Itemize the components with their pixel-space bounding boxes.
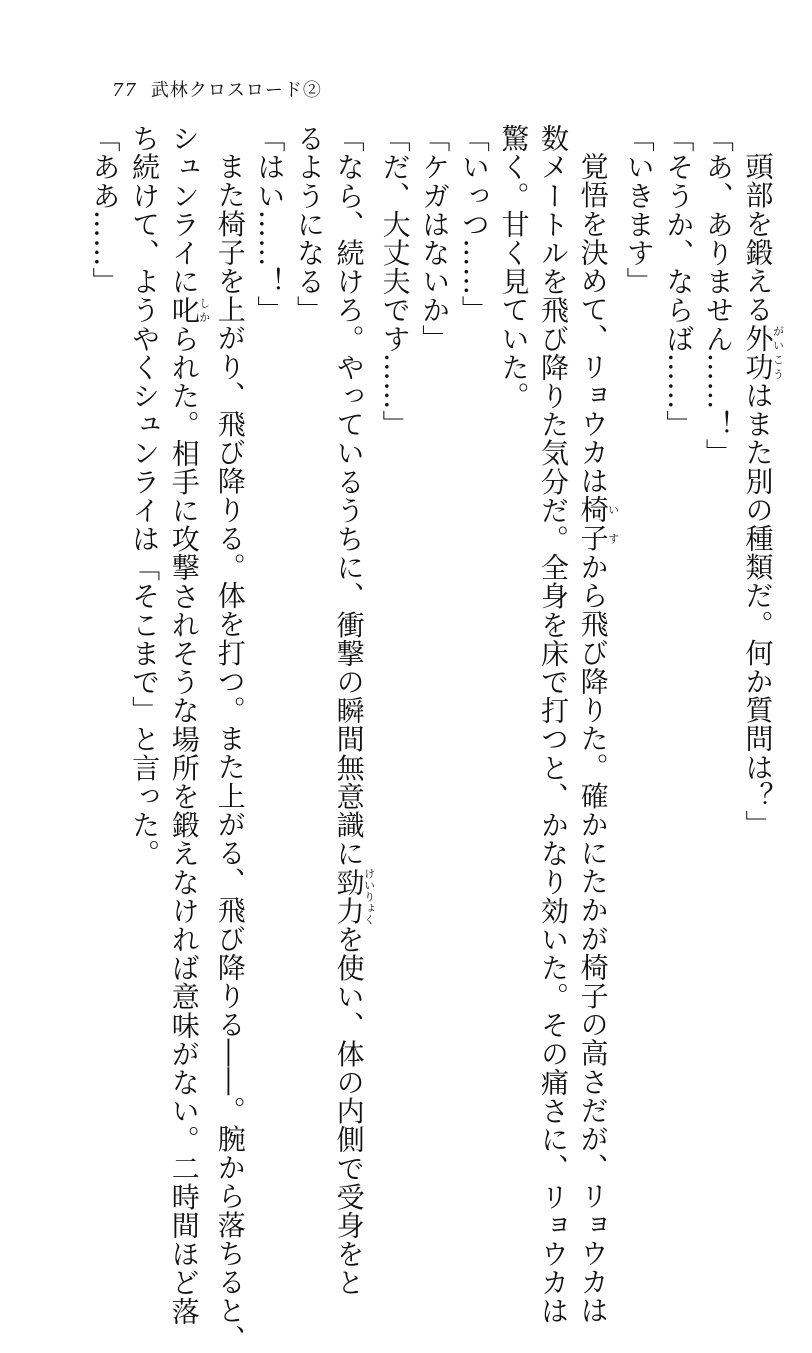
ruby-gaikou: 外功がいこう <box>741 323 785 381</box>
vertical-body-text <box>85 124 785 1353</box>
text-line-13: 「はい……！」 <box>253 124 287 325</box>
text-line-2: 「あ、ありません……！」 <box>701 124 735 468</box>
text-line-10: 「だ、大丈夫です……」 <box>378 124 412 439</box>
text-line-1: 頭部を鍛える外功がいこうはまた別の種類だ。何か質問は？」 <box>741 152 785 839</box>
text-line-12: るようになる」 <box>292 124 326 325</box>
book-title: 武林クロスロード② <box>150 80 322 101</box>
text-line-17: 「ああ……」 <box>88 124 122 296</box>
text-line-14: また椅子を上がり、飛び降りる。体を打つ。また上がる、飛び降りる――。腕から落ちると、 <box>213 152 247 1353</box>
running-header <box>112 76 322 102</box>
text-line-11: 「なら、続けろ。やっているうちに、衝撃の瞬間無意識に勁力けいりょくを使い、体の内側で受身をと <box>332 124 376 1297</box>
text-line-15: シュンライに叱しかられた。相手に攻撃されそうな場所を鍛えなければ意味がない。二時間ほど落 <box>167 124 211 1326</box>
ruby-isu: 椅子いす <box>576 495 620 553</box>
ruby-keiryoku: 勁力けいりょく <box>332 867 376 925</box>
text-line-16: ち続けて、ようやくシュンライは「そこまで」と言った。 <box>128 124 162 868</box>
text-line-8: 「いっつ……」 <box>457 124 491 325</box>
page-number: 77 <box>112 80 137 101</box>
ruby-shika: 叱しか <box>167 295 211 325</box>
text-line-7: 驚く。甘く見ていた。 <box>497 124 531 410</box>
text-line-3: 「そうか、ならば……」 <box>662 124 696 439</box>
text-line-9: 「ケガはないか」 <box>418 124 452 353</box>
text-line-6: 数メートルを飛び降りた気分だ。全身を床で打つと、かなり効いた。その痛さに、リョウカは <box>537 124 571 1326</box>
text-line-5: 覚悟を決めて、リョウカは椅子いすから飛び降りた。確かにたかが椅子の高さだが、リョウカは <box>576 152 620 1325</box>
text-line-4: 「いきます」 <box>622 124 656 296</box>
